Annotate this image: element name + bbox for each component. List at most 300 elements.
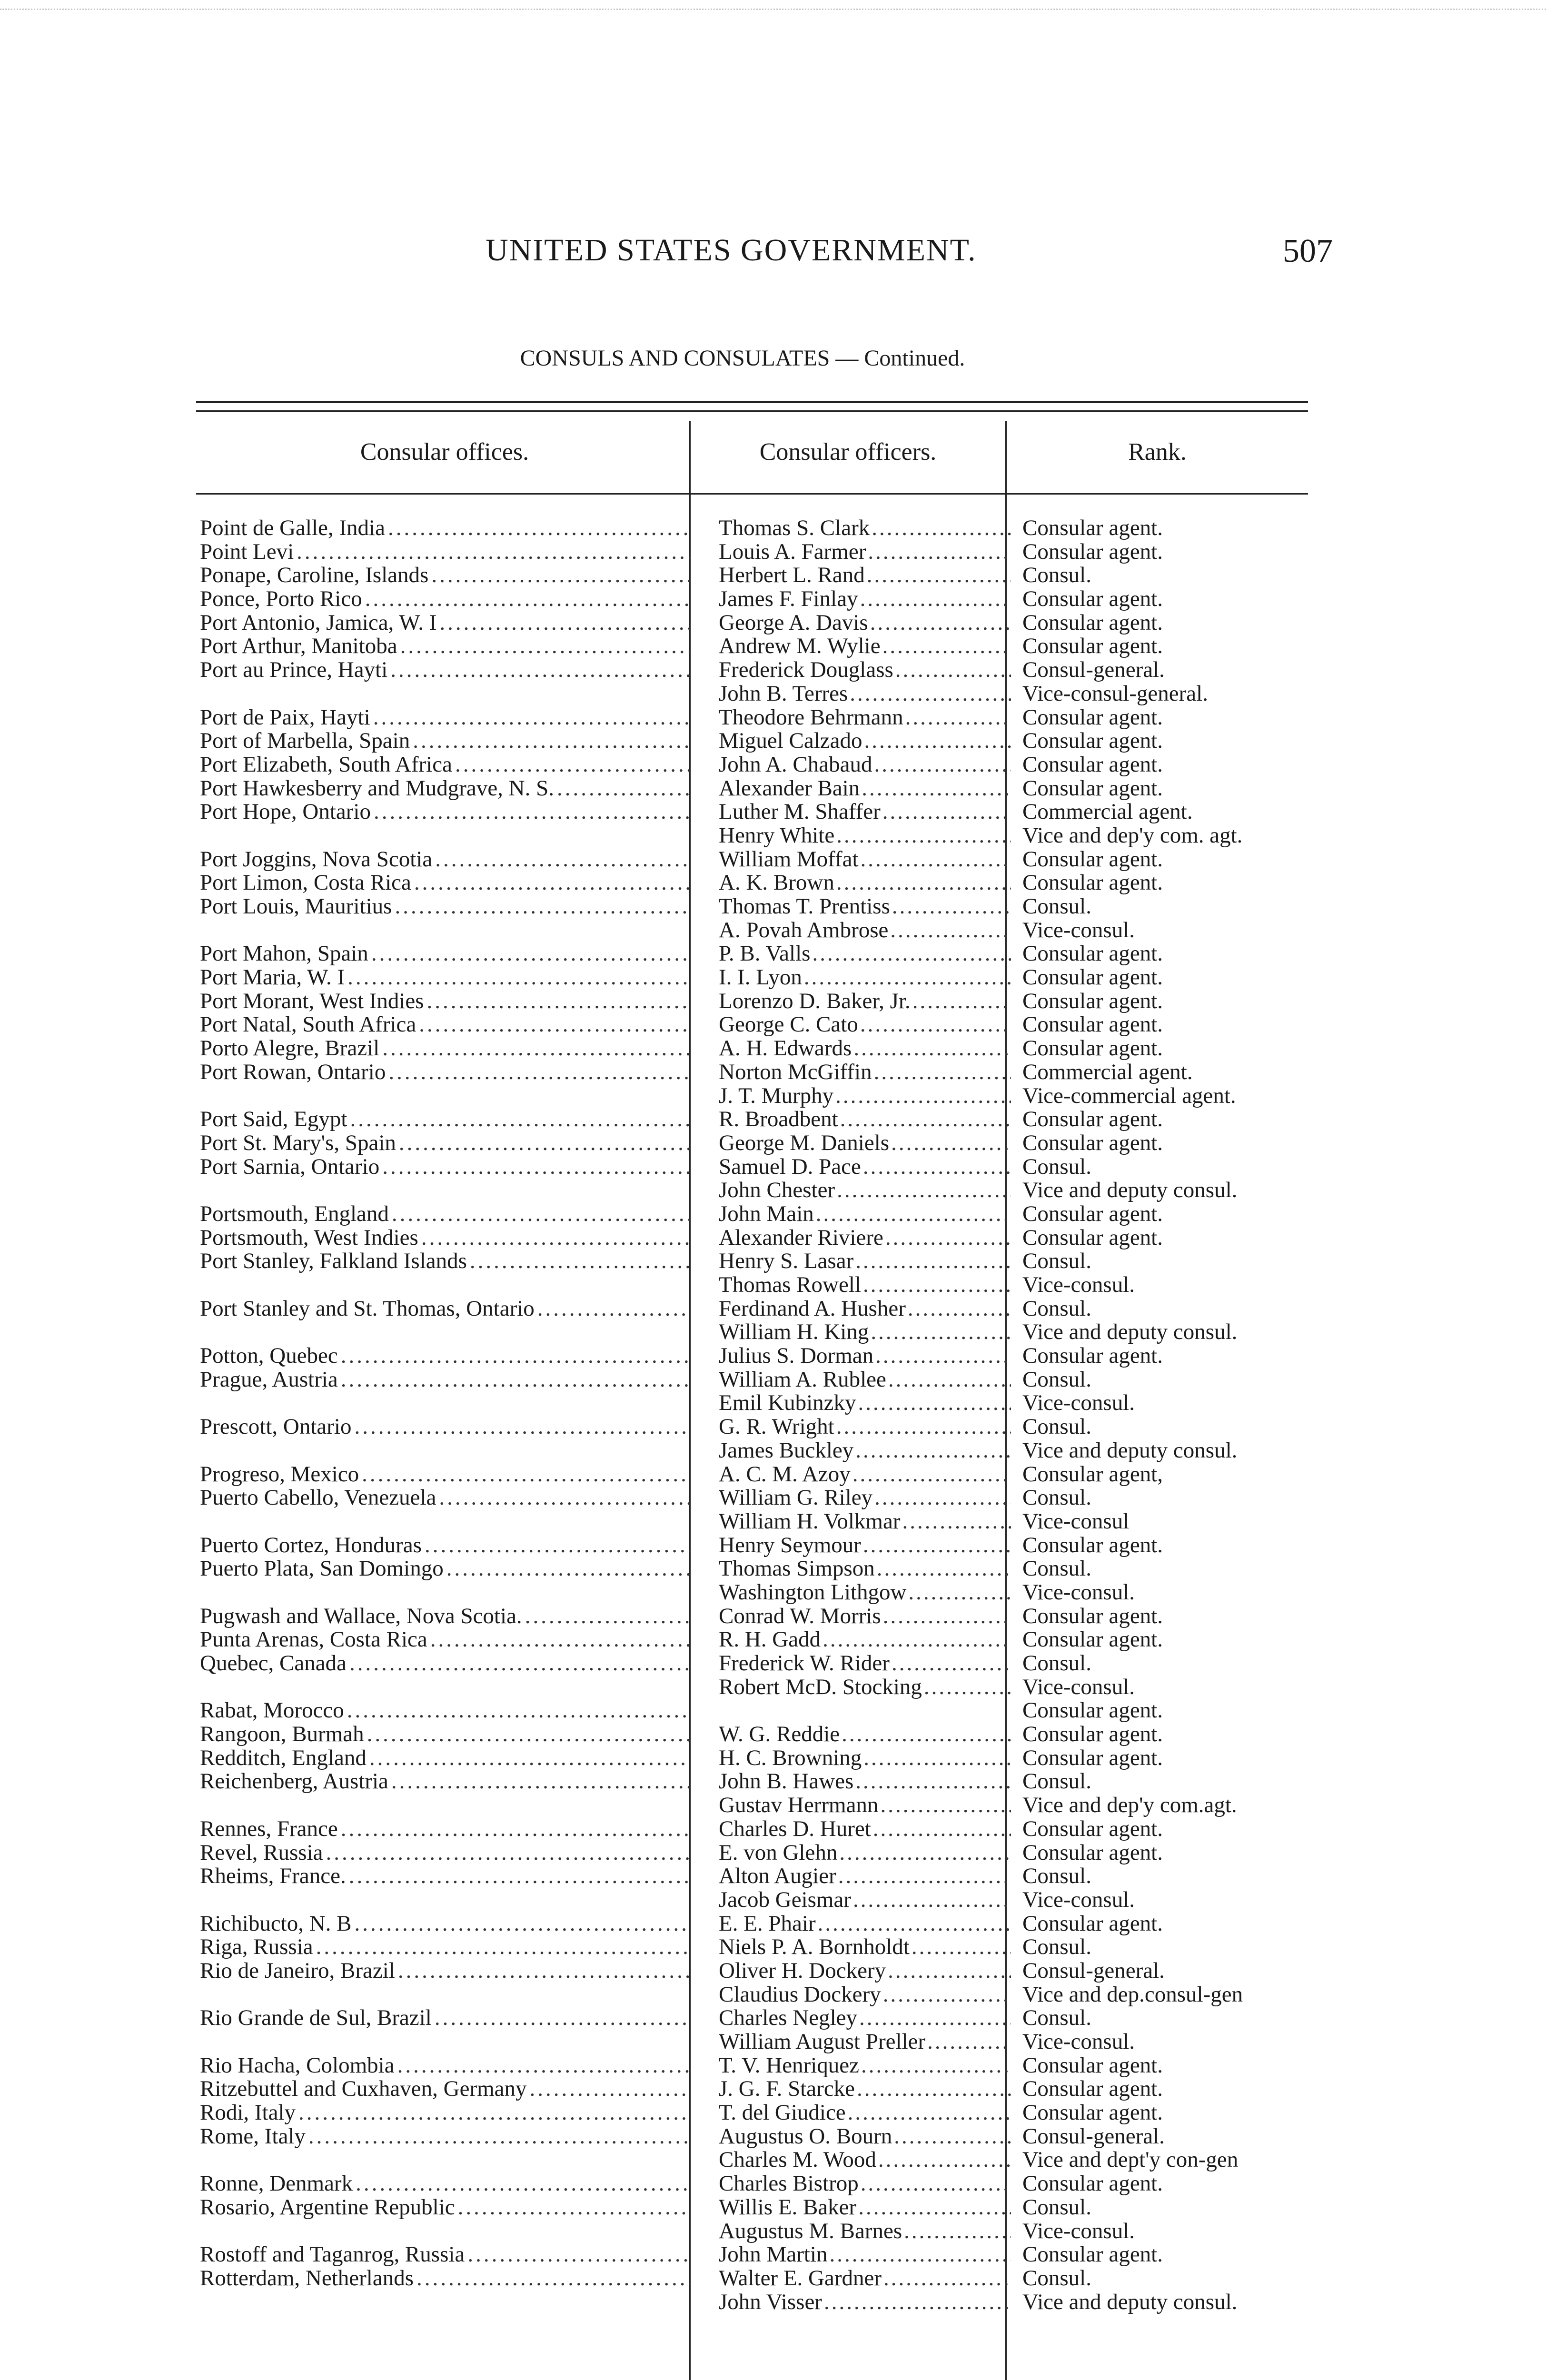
office-cell	[200, 1463, 690, 1487]
table-row	[200, 516, 1314, 540]
office-cell	[200, 1415, 690, 1439]
officer-cell	[710, 611, 1011, 635]
leader-dots	[203, 2030, 690, 2054]
leader-dots	[861, 848, 1011, 872]
consular-officer: Jacob Geismar	[719, 1888, 851, 1912]
leader-dots	[855, 1439, 1011, 1463]
rank: Consular agent.	[1022, 776, 1163, 801]
leader-dots	[888, 1368, 1011, 1392]
rank: Consular agent.	[1022, 2243, 1163, 2267]
leader-dots	[203, 824, 690, 848]
rank: Vice and dep'y com.agt.	[1022, 1794, 1237, 1817]
leader-dots	[858, 2196, 1011, 2220]
consular-office: Port Mahon, Spain	[200, 942, 368, 966]
column-header-offices: Consular offices.	[360, 438, 529, 466]
rank: Vice and deputy consul.	[1022, 2290, 1238, 2314]
leader-dots	[439, 611, 690, 635]
leader-dots	[858, 1391, 1011, 1415]
leader-dots	[203, 1983, 690, 2007]
consular-office: Prague, Austria	[200, 1368, 338, 1392]
consular-office: Puerto Plata, San Domingo	[200, 1557, 444, 1581]
leader-dots	[203, 2291, 690, 2314]
officer-cell	[710, 1155, 1011, 1179]
leader-dots	[203, 2220, 690, 2243]
consular-officer: E. E. Phair	[719, 1912, 816, 1936]
rank: Consul.	[1022, 2195, 1091, 2220]
rank: Consul.	[1022, 1864, 1091, 1888]
table-row	[200, 800, 1314, 824]
leader-dots	[347, 966, 690, 990]
rank: Vice-consul	[1022, 1509, 1130, 1534]
consular-officer: Ferdinand A. Husher	[719, 1297, 906, 1321]
leader-dots	[812, 942, 1011, 966]
leader-dots	[883, 1983, 1011, 2007]
leader-dots	[863, 1746, 1011, 1770]
leader-dots	[203, 1084, 690, 1108]
leader-dots	[868, 540, 1011, 564]
consular-office: Ritzebuttel and Cuxhaven, Germany	[200, 2077, 527, 2102]
leader-dots	[924, 1676, 1011, 1699]
officer-cell	[710, 1534, 1011, 1557]
leader-dots	[874, 1061, 1011, 1084]
office-cell	[200, 919, 690, 942]
rank: Vice-consul.	[1022, 1391, 1135, 1416]
rank: Vice-consul.	[1022, 918, 1135, 942]
consular-officer: George A. Davis	[719, 611, 868, 635]
leader-dots	[365, 587, 690, 611]
table-row	[200, 1912, 1314, 1936]
officer-cell	[710, 942, 1011, 966]
consular-officer: E. von Glehn	[719, 1841, 838, 1865]
consular-office: Ponce, Porto Rico	[200, 587, 362, 611]
rank: Vice-consul.	[1022, 1580, 1135, 1605]
table-row	[200, 1888, 1314, 1912]
consular-office: Port Said, Egypt	[200, 1108, 347, 1131]
leader-dots	[395, 895, 690, 919]
consular-office: Portsmouth, West Indies	[200, 1226, 418, 1250]
consular-officer: J. T. Murphy	[719, 1084, 834, 1108]
leader-dots	[873, 1817, 1011, 1841]
rank: Consular agent.	[1022, 516, 1163, 540]
officer-cell	[710, 1510, 1011, 1534]
table-row	[200, 1108, 1314, 1131]
officer-cell	[710, 1368, 1011, 1392]
consular-officer: Thomas S. Clark	[719, 516, 870, 540]
officer-cell	[710, 848, 1011, 872]
table-row	[200, 824, 1314, 848]
office-cell	[200, 800, 690, 824]
leader-dots	[885, 1226, 1011, 1250]
table-row	[200, 1534, 1314, 1557]
office-cell	[200, 2077, 690, 2101]
office-cell	[200, 2006, 690, 2030]
rank: Consul-general.	[1022, 658, 1165, 682]
leader-dots	[203, 1439, 690, 1463]
officer-cell	[710, 1841, 1011, 1865]
leader-dots	[857, 2077, 1011, 2101]
rank: Consular agent.	[1022, 540, 1163, 564]
rank: Vice and deputy consul.	[1022, 1438, 1238, 1463]
office-cell	[200, 1179, 690, 1202]
leader-dots	[835, 1084, 1011, 1108]
leader-dots	[349, 1864, 690, 1888]
table-row	[200, 1368, 1314, 1392]
consular-office: Port Rowan, Ontario	[200, 1060, 386, 1084]
leader-dots	[419, 1013, 690, 1037]
rank: Consular agent.	[1022, 1202, 1163, 1226]
leader-dots	[848, 2101, 1011, 2125]
consular-office: Rabat, Morocco	[200, 1699, 344, 1723]
leader-dots	[203, 1179, 690, 1202]
leader-dots	[416, 2267, 690, 2291]
page-header	[486, 232, 1333, 275]
table-row	[200, 1557, 1314, 1581]
officer-cell	[710, 635, 1011, 658]
officer-cell	[710, 1084, 1011, 1108]
table-row	[200, 1699, 1314, 1723]
office-cell	[200, 2291, 690, 2314]
table-row	[200, 1676, 1314, 1699]
leader-dots	[430, 1628, 690, 1652]
consular-officer: Henry White	[719, 823, 835, 848]
office-cell	[200, 1534, 690, 1557]
office-cell	[200, 1439, 690, 1463]
leader-dots	[842, 1723, 1011, 1746]
officer-cell	[710, 2077, 1011, 2101]
officer-cell	[710, 2030, 1011, 2054]
table-row	[200, 1864, 1314, 1888]
rank: Vice-consul.	[1022, 2030, 1135, 2054]
leader-dots	[382, 1155, 690, 1179]
table-row	[200, 942, 1314, 966]
table-row	[200, 2196, 1314, 2220]
rank: Consular agent.	[1022, 989, 1163, 1013]
consular-officer: John B. Hawes	[719, 1770, 854, 1794]
table-row	[200, 848, 1314, 872]
officer-cell	[710, 2291, 1011, 2314]
office-cell	[200, 1510, 690, 1534]
officer-cell	[710, 1983, 1011, 2007]
consular-officer: William G. Riley	[719, 1486, 873, 1510]
leader-dots	[853, 1888, 1011, 1912]
consular-office: Port Sarnia, Ontario	[200, 1155, 380, 1179]
officer-cell	[710, 1628, 1011, 1652]
consular-office: Port Limon, Costa Rica	[200, 871, 411, 895]
office-cell	[200, 2101, 690, 2125]
leader-dots	[467, 2243, 690, 2267]
rank: Consular agent.	[1022, 966, 1163, 990]
leader-dots	[875, 1344, 1011, 1368]
leader-dots	[388, 1061, 690, 1084]
officer-cell	[710, 682, 1011, 706]
leader-dots	[880, 1794, 1011, 1817]
consular-officer: John Main	[719, 1202, 814, 1226]
rank: Vice and dept'y con-gen	[1022, 2148, 1239, 2172]
consular-officer: Charles M. Wood	[719, 2148, 876, 2172]
officer-cell	[710, 1391, 1011, 1415]
officer-cell	[710, 2243, 1011, 2267]
consular-office: Puerto Cabello, Venezuela	[200, 1486, 436, 1510]
office-cell	[200, 1841, 690, 1865]
consular-office: Port St. Mary's, Spain	[200, 1131, 396, 1155]
leader-dots	[439, 1486, 690, 1510]
office-cell	[200, 1746, 690, 1770]
consular-office: Pugwash and Wallace, Nova Scotia.	[200, 1604, 522, 1628]
consular-officer: Walter E. Gardner	[719, 2266, 882, 2291]
consular-office: Rio Hacha, Colombia	[200, 2053, 395, 2078]
leader-dots	[904, 2220, 1011, 2243]
leader-dots	[446, 1557, 690, 1581]
leader-dots	[435, 2006, 690, 2030]
officer-cell	[710, 729, 1011, 753]
consular-office: Reichenberg, Austria	[200, 1770, 388, 1794]
table-row	[200, 2220, 1314, 2243]
consular-officer: Conrad W. Morris	[719, 1604, 881, 1628]
table-row	[200, 706, 1314, 730]
rank: Consul.	[1022, 1250, 1091, 1273]
table-row	[200, 1746, 1314, 1770]
office-cell	[200, 1770, 690, 1794]
table-row	[200, 1652, 1314, 1676]
rank: Consular agent.	[1022, 1723, 1163, 1746]
office-cell	[200, 1676, 690, 1699]
rank: Consular agent.	[1022, 942, 1163, 966]
office-cell	[200, 1723, 690, 1746]
officer-cell	[710, 1463, 1011, 1487]
leader-dots	[414, 871, 690, 895]
leader-dots	[878, 2148, 1011, 2172]
table-row	[200, 1439, 1314, 1463]
office-cell	[200, 1013, 690, 1037]
office-cell	[200, 706, 690, 730]
leader-dots	[883, 1605, 1011, 1628]
leader-dots	[804, 966, 1011, 990]
rank: Consular agent.	[1022, 1746, 1163, 1770]
office-cell	[200, 871, 690, 895]
leader-dots	[855, 1250, 1011, 1273]
consular-office: Point de Galle, India	[200, 516, 385, 540]
rank: Vice and dep.consul-gen	[1022, 1983, 1243, 2007]
officer-cell	[710, 1131, 1011, 1155]
office-cell	[200, 1983, 690, 2007]
leader-dots	[382, 1037, 690, 1061]
rank: Consular agent.	[1022, 2077, 1163, 2102]
table-row	[200, 1179, 1314, 1202]
consular-officer: William August Preller	[719, 2030, 926, 2054]
table-row	[200, 2267, 1314, 2291]
rank: Consul.	[1022, 2266, 1091, 2291]
leader-dots	[870, 611, 1011, 635]
table-top-rule-inner	[196, 410, 1308, 412]
leader-dots	[413, 729, 690, 753]
table-row	[200, 2077, 1314, 2101]
office-cell	[200, 1557, 690, 1581]
office-cell	[200, 2030, 690, 2054]
rank: Consular agent.	[1022, 1628, 1163, 1652]
leader-dots	[874, 753, 1011, 777]
leader-dots	[872, 516, 1011, 540]
officer-cell	[710, 1250, 1011, 1273]
officer-cell	[710, 564, 1011, 587]
office-cell	[200, 1108, 690, 1131]
table-row	[200, 2054, 1314, 2078]
table-row	[200, 1770, 1314, 1794]
table-row	[200, 1415, 1314, 1439]
consular-office: Rio Grande de Sul, Brazil	[200, 2006, 432, 2030]
consular-officer: George M. Daniels	[719, 1131, 890, 1155]
leader-dots	[326, 1841, 690, 1865]
rank: Consular agent.	[1022, 1131, 1163, 1155]
leader-dots	[863, 1155, 1011, 1179]
leader-dots	[891, 1131, 1011, 1155]
officer-cell	[710, 1817, 1011, 1841]
officer-cell	[710, 1486, 1011, 1510]
consular-officer: John Chester	[719, 1179, 835, 1202]
consular-officer: W. G. Reddie	[719, 1723, 840, 1746]
leader-dots	[203, 682, 690, 706]
consular-officer: Luther M. Shaffer	[719, 800, 881, 824]
officer-cell	[710, 1344, 1011, 1368]
leader-dots	[391, 1770, 690, 1794]
officer-cell	[710, 2101, 1011, 2125]
office-cell	[200, 1344, 690, 1368]
consular-office: Ponape, Caroline, Islands	[200, 564, 429, 588]
officer-cell	[710, 2220, 1011, 2243]
rank: Consular agent.	[1022, 1344, 1163, 1368]
office-cell	[200, 1817, 690, 1841]
officer-cell	[710, 895, 1011, 919]
office-cell	[200, 1581, 690, 1605]
rank: Consular agent.	[1022, 1841, 1163, 1865]
rank: Consular agent.	[1022, 1226, 1163, 1250]
table-row	[200, 587, 1314, 611]
consular-officer: William Moffat	[719, 847, 859, 872]
table-row	[200, 2172, 1314, 2196]
rank: Consul.	[1022, 1557, 1091, 1581]
consular-officer: Gustav Herrmann	[719, 1794, 879, 1817]
office-cell	[200, 753, 690, 777]
leader-dots	[902, 1510, 1011, 1534]
office-cell	[200, 895, 690, 919]
consular-office: Port Stanley and St. Thomas, Ontario	[200, 1297, 535, 1321]
consular-office: Rheims, France.	[200, 1864, 346, 1888]
leader-dots	[882, 635, 1011, 658]
consular-officer: Thomas Rowell	[719, 1273, 861, 1297]
office-cell	[200, 1155, 690, 1179]
rank: Vice-consul.	[1022, 1888, 1135, 1912]
officer-cell	[710, 824, 1011, 848]
table-row	[200, 1841, 1314, 1865]
leader-dots	[908, 1297, 1011, 1321]
rank: Consular agent.	[1022, 2053, 1163, 2078]
table-row	[200, 2030, 1314, 2054]
office-cell	[200, 1320, 690, 1344]
table-row	[200, 871, 1314, 895]
table-row	[200, 1391, 1314, 1415]
office-cell	[200, 611, 690, 635]
leader-dots	[892, 1652, 1011, 1676]
rank: Consular agent.	[1022, 635, 1163, 659]
leader-dots	[861, 2172, 1011, 2196]
leader-dots	[203, 1391, 690, 1415]
office-cell	[200, 1084, 690, 1108]
leader-dots	[341, 1344, 690, 1368]
consular-officer: George C. Cato	[719, 1013, 858, 1037]
office-cell	[200, 1794, 690, 1817]
leader-dots	[883, 2267, 1011, 2291]
leader-dots	[861, 2054, 1011, 2078]
page-number: 507	[1283, 233, 1333, 269]
office-cell	[200, 942, 690, 966]
consular-officer: J. G. F. Starcke	[719, 2077, 855, 2102]
officer-cell	[710, 1581, 1011, 1605]
leader-dots	[525, 1605, 690, 1628]
officer-cell	[710, 800, 1011, 824]
leader-dots	[829, 2243, 1011, 2267]
office-cell	[200, 1935, 690, 1959]
rank: Consular agent.	[1022, 1912, 1163, 1936]
consular-officer: Alton Augier	[719, 1864, 836, 1888]
leader-dots	[203, 919, 690, 942]
officer-cell	[710, 2006, 1011, 2030]
leader-dots	[355, 1912, 690, 1936]
leader-dots	[855, 1770, 1011, 1794]
office-cell	[200, 777, 690, 801]
leader-dots	[350, 1108, 690, 1131]
officer-cell	[710, 658, 1011, 682]
header-bottom-rule	[196, 493, 1308, 495]
rank: Consular agent.	[1022, 1817, 1163, 1841]
column-header-rank: Rank.	[1128, 438, 1187, 466]
consular-officer: Frederick W. Rider	[719, 1652, 890, 1676]
consular-office: Port au Prince, Hayti	[200, 658, 388, 682]
rank: Consular agent.	[1022, 729, 1163, 753]
leader-dots	[537, 1297, 690, 1321]
officer-cell	[710, 1439, 1011, 1463]
rank: Consul.	[1022, 895, 1091, 919]
table-row	[200, 919, 1314, 942]
table-row	[200, 658, 1314, 682]
consular-officer: Charles Negley	[719, 2006, 858, 2030]
office-cell	[200, 2148, 690, 2172]
leader-dots	[927, 2030, 1011, 2054]
leader-dots	[890, 919, 1011, 942]
leader-dots	[455, 753, 690, 777]
officer-cell	[710, 1770, 1011, 1794]
table-top-rule	[196, 401, 1308, 403]
officer-cell	[710, 1013, 1011, 1037]
office-cell	[200, 2125, 690, 2149]
rank: Consular agent.	[1022, 705, 1163, 730]
leader-dots	[308, 2125, 690, 2149]
office-cell	[200, 564, 690, 587]
leader-dots	[816, 1202, 1011, 1226]
leader-dots	[530, 2077, 690, 2101]
leader-dots	[874, 1486, 1011, 1510]
consular-officer: Alexander Bain	[719, 776, 860, 801]
office-cell	[200, 1273, 690, 1297]
consular-officer: Oliver H. Dockery	[719, 1959, 886, 1983]
officer-cell	[710, 1699, 1011, 1723]
consular-officer: Julius S. Dorman	[719, 1344, 874, 1368]
leader-dots	[852, 1463, 1011, 1487]
office-cell	[200, 1959, 690, 1983]
consular-officer: Niels P. A. Bornholdt	[719, 1935, 910, 1959]
table-row	[200, 1344, 1314, 1368]
officer-cell	[710, 1297, 1011, 1321]
consular-office: Port Joggins, Nova Scotia	[200, 847, 433, 872]
rank: Vice-consul.	[1022, 1273, 1135, 1297]
